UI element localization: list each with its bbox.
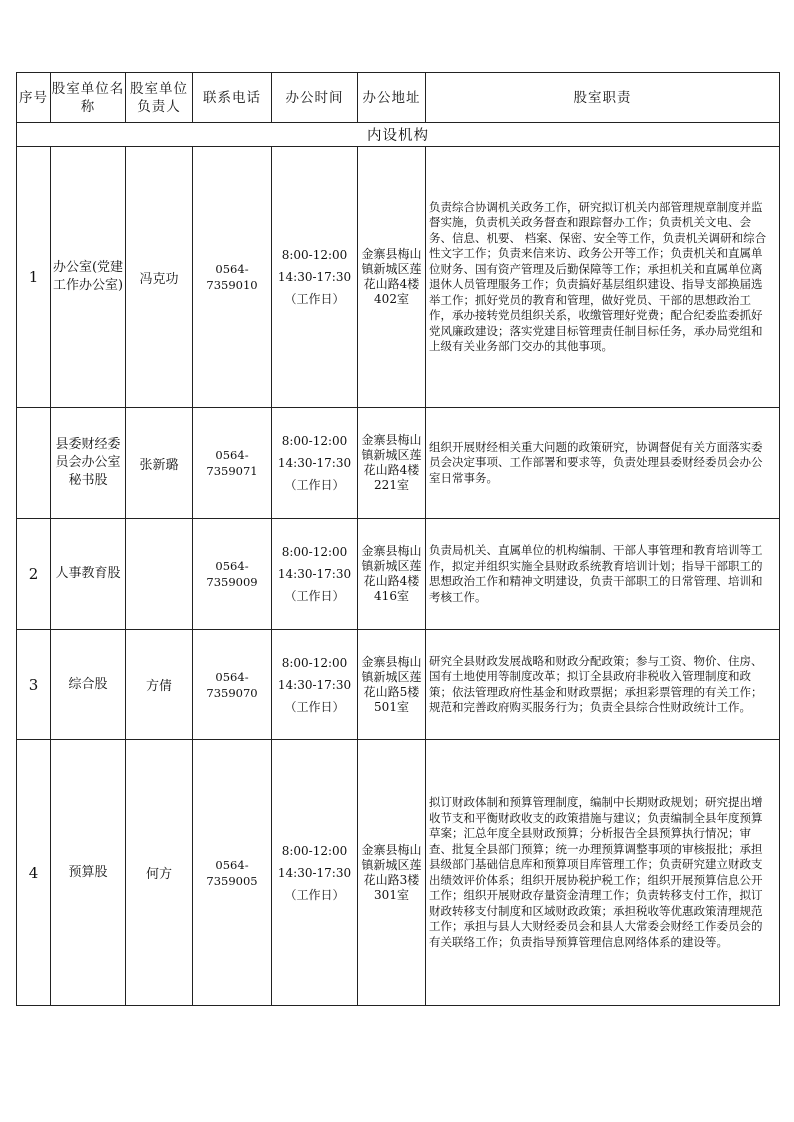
table-row bbox=[17, 519, 780, 630]
header-office-hours: 办公时间 bbox=[272, 73, 358, 123]
header-address: 办公地址 bbox=[358, 73, 426, 123]
header-dept-name: 股室单位名称 bbox=[51, 73, 126, 123]
hours-note: （工作日） bbox=[284, 589, 345, 603]
header-duties: 股室职责 bbox=[426, 73, 780, 123]
hours-afternoon: 14:30-17:30 bbox=[277, 865, 352, 880]
hours-note: （工作日） bbox=[284, 478, 345, 492]
table-row bbox=[17, 147, 780, 408]
hours-morning: 8:00-12:00 bbox=[281, 248, 348, 262]
dept-name: 综合股 bbox=[51, 630, 126, 740]
table-row bbox=[17, 408, 780, 519]
duty-description: 组织开展财经相关重大问题的政策研究，协调督促有关方面落实委员会决定事项、工作部署和要求等，负责处理县委财经委员会办公室日常事务。 bbox=[426, 408, 780, 519]
hours-afternoon: 14:30-17:30 bbox=[277, 567, 352, 581]
duty-description: 研究全县财政发展战略和财政分配政策；参与工资、物价、住房、国有土地使用等制度改革；拟订全县政府非税收入管理制度和政策；依法管理政府性基金和财政票据；承担彩票管理的有关工作；规范和完善政府购买服务行为；负责全县综合性财政统计工作。 bbox=[426, 630, 780, 740]
header-no: 序号 bbox=[17, 73, 51, 123]
hours-note: （工作日） bbox=[284, 292, 345, 306]
hours-note: （工作日） bbox=[284, 887, 345, 902]
section-title: 内设机构 bbox=[17, 123, 780, 147]
table-row bbox=[17, 630, 780, 740]
office-address: 金寨县梅山镇新城区莲花山路4楼402室 bbox=[358, 147, 426, 408]
row-number: 2 bbox=[17, 519, 51, 630]
row-number: 3 bbox=[17, 630, 51, 740]
office-hours bbox=[272, 630, 358, 740]
dept-head: 张新璐 bbox=[126, 408, 193, 519]
office-address: 金寨县梅山镇新城区莲花山路4楼416室 bbox=[358, 519, 426, 630]
phone-number: 0564-7359010 bbox=[193, 147, 272, 408]
dept-head: 冯克功 bbox=[126, 147, 193, 408]
dept-head: 方倩 bbox=[126, 630, 193, 740]
duty-description: 负责综合协调机关政务工作，研究拟订机关内部管理规章制度并监督实施，负责机关政务督查和跟踪督办工作；负责机关文电、会务、信息、机要、 档案、保密、安全等工作，负责机关调研和综合性文字工作；负责来信来访、政务公开等工作；负责机关和直属单位财务、国有资产管理及后勤保障等工作；承担机关和直属单位离退休人员管理服务工作；负责搞好基层组织建设、指导支部换届选举工作；抓好党员的教育和管理，做好党员、干部的思想政治工作，承办接转党员组织关系，收缴管理好党费；配合纪委监委抓好党风廉政建设；落实党建目标管理责任制目标任务，承办局党组和上级有关业务部门交办的其他事项。 bbox=[426, 147, 780, 408]
dept-head: 何方 bbox=[126, 740, 193, 1006]
hours-morning: 8:00-12:00 bbox=[281, 655, 348, 670]
phone-number: 0564-7359071 bbox=[193, 408, 272, 519]
phone-number: 0564-7359009 bbox=[193, 519, 272, 630]
header-row bbox=[17, 73, 780, 123]
section-row bbox=[17, 123, 780, 147]
row-number: 1 bbox=[17, 147, 51, 408]
hours-afternoon: 14:30-17:30 bbox=[277, 270, 352, 284]
row-number: 4 bbox=[17, 740, 51, 1006]
hours-morning: 8:00-12:00 bbox=[281, 545, 348, 559]
dept-head bbox=[126, 519, 193, 630]
hours-morning: 8:00-12:00 bbox=[281, 434, 348, 448]
dept-name: 预算股 bbox=[51, 740, 126, 1006]
duty-description: 拟订财政体制和预算管理制度，编制中长期财政规划；研究提出增收节支和平衡财政收支的政策措施与建议；负责编制全县年度预算草案；汇总年度全县财政预算；分析报告全县预算执行情况；审查、批复全县部门预算；统一办理预算调整事项的审核报批；承担县级部门基础信息库和预算项目库管理工作；负责研究建立财政支出绩效评价体系；组织开展协税护税工作；组织开展预算信息公开工作；组织开展财政存量资金清理工作；负责转移支付工作，拟订财政转移支付制度和区域财政政策；承担税收等优惠政策清理规范工作；承担与县人大财经委员会和县人大常委会财经工作委员会的有关联络工作；负责指导预算管理信息网络体系的建设等。 bbox=[426, 740, 780, 1006]
office-address: 金寨县梅山镇新城区莲花山路5楼501室 bbox=[358, 630, 426, 740]
duty-table bbox=[16, 72, 780, 1006]
table-row bbox=[17, 740, 780, 1006]
office-hours bbox=[272, 147, 358, 408]
row-number bbox=[17, 408, 51, 519]
office-hours bbox=[272, 740, 358, 1006]
hours-morning: 8:00-12:00 bbox=[281, 843, 348, 858]
duty-description: 负责局机关、直属单位的机构编制、干部人事管理和教育培训等工作，拟定并组织实施全县财政系统教育培训计划；指导干部职工的思想政治工作和精神文明建设，负责干部职工的日常管理、培训和考核工作。 bbox=[426, 519, 780, 630]
hours-afternoon: 14:30-17:30 bbox=[277, 456, 352, 470]
office-address: 金寨县梅山镇新城区莲花山路3楼301室 bbox=[358, 740, 426, 1006]
phone-number: 0564-7359070 bbox=[193, 630, 272, 740]
office-hours bbox=[272, 408, 358, 519]
office-hours bbox=[272, 519, 358, 630]
dept-name: 人事教育股 bbox=[51, 519, 126, 630]
header-dept-head: 股室单位负责人 bbox=[126, 73, 193, 123]
header-phone: 联系电话 bbox=[193, 73, 272, 123]
hours-note: （工作日） bbox=[284, 699, 345, 714]
hours-afternoon: 14:30-17:30 bbox=[277, 677, 352, 692]
dept-name: 县委财经委员会办公室秘书股 bbox=[51, 408, 126, 519]
office-address: 金寨县梅山镇新城区莲花山路4楼221室 bbox=[358, 408, 426, 519]
phone-number: 0564-7359005 bbox=[193, 740, 272, 1006]
dept-name: 办公室(党建工作办公室) bbox=[51, 147, 126, 408]
